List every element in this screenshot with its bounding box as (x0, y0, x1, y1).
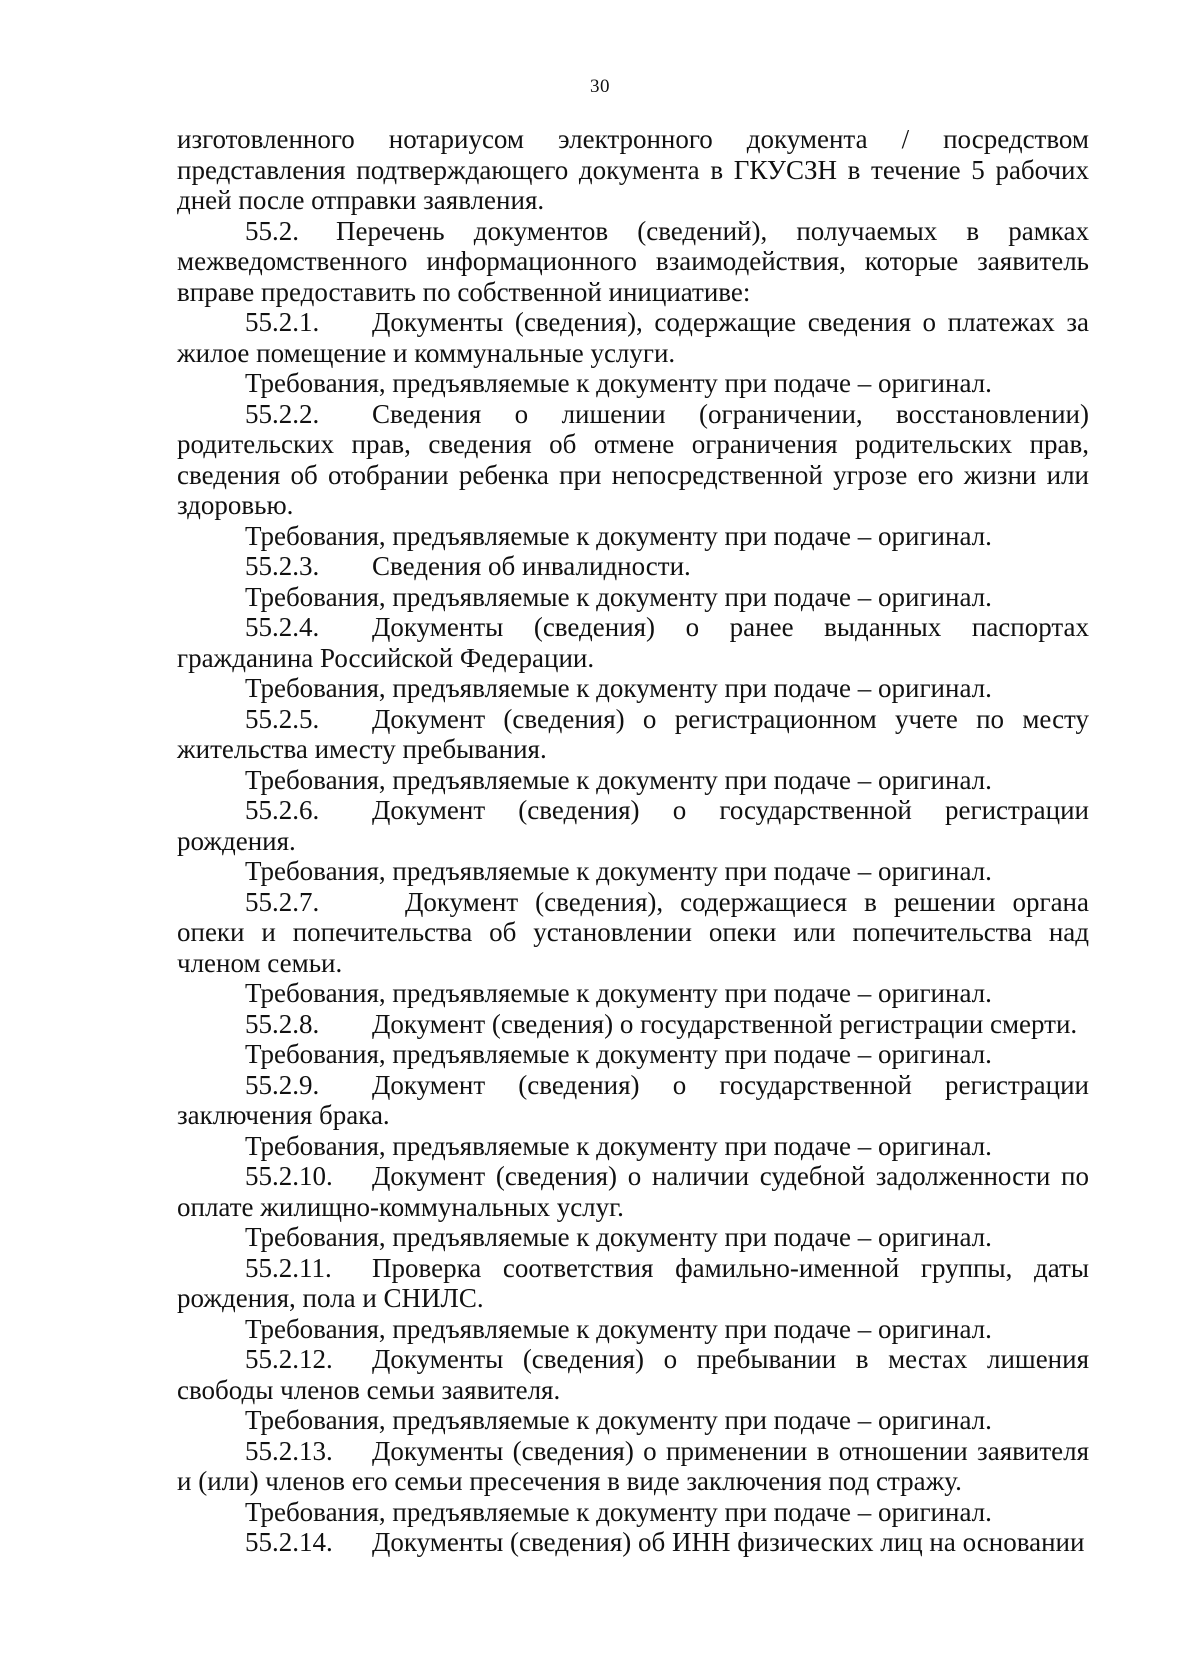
clause-55-2-11 (177, 1253, 1089, 1314)
clause-55-2-9 (177, 1070, 1089, 1131)
requirement-line: Требования, предъявляемые к документу при подаче – оригинал. (245, 673, 992, 703)
requirement-line: Требования, предъявляемые к документу при подаче – оригинал. (245, 1222, 992, 1252)
requirement-line: Требования, предъявляемые к документу при подаче – оригинал. (245, 856, 992, 886)
clause-number: 55.2.5. (245, 703, 320, 734)
clause-55-2-13 (177, 1436, 1089, 1497)
requirement-line: Требования, предъявляемые к документу при подаче – оригинал. (245, 1496, 992, 1527)
clause-55-2-5 (177, 704, 1089, 765)
section-text: Перечень документов (сведений), получаемых в рамках межведомственного информационного взаимодействия, которые заявитель вправе предоставить по собственной инициативе: (177, 215, 1089, 307)
clause-text: Документы (сведения) о применении в отношении заявителя и (или) членов его семьи пресечения в виде заключения под стражу. (177, 1435, 1089, 1496)
clause-55-2-10 (177, 1161, 1089, 1222)
clause-number: 55.2.4. (245, 612, 320, 642)
intro-paragraph: изготовленного нотариусом электронного документа / посредством представления подтверждающего документа в ГКУСЗН в течение 5 рабочих дней после отправки заявления. (177, 124, 1089, 215)
clause-text: Сведения об инвалидности. (372, 551, 691, 581)
clause-number: 55.2.10. (245, 1161, 333, 1191)
clause-text: Документы (сведения) о пребывании в местах лишения свободы членов семьи заявителя. (177, 1344, 1089, 1405)
document-body (177, 124, 1089, 1558)
clause-text: Документ (сведения) о регистрационном учете по месту жительства иместу пребывания. (177, 703, 1089, 764)
clause-number: 55.2.7. (245, 886, 320, 917)
clause-55-2-4 (177, 612, 1089, 673)
requirement-line: Требования, предъявляемые к документу при подаче – оригинал. (245, 368, 992, 398)
clause-55-2-12 (177, 1344, 1089, 1405)
clause-number: 55.2.8. (245, 1008, 320, 1039)
clause-number: 55.2.6. (245, 795, 320, 825)
clause-number: 55.2.3. (245, 551, 320, 581)
clause-number: 55.2.13. (245, 1435, 333, 1466)
clause-number: 55.2.9. (245, 1069, 320, 1100)
requirement-line: Требования, предъявляемые к документу при подаче – оригинал. (245, 520, 992, 551)
section-55-2 (177, 216, 1089, 308)
clause-55-2-3 (177, 551, 1089, 582)
clause-text: Документ (сведения), содержащиеся в решении органа опеки и попечительства об установлении опеки или попечительства над членом семьи. (177, 886, 1089, 978)
clause-55-2-6 (177, 795, 1089, 856)
clause-number: 55.2.2. (245, 398, 320, 429)
section-number: 55.2. (245, 215, 299, 246)
requirement-line: Требования, предъявляемые к документу при подаче – оригинал. (245, 1405, 992, 1435)
requirement-line: Требования, предъявляемые к документу при подаче – оригинал. (245, 1039, 992, 1069)
clause-55-2-8 (177, 1009, 1089, 1040)
clause-55-2-1 (177, 307, 1089, 368)
clause-text: Проверка соответствия фамильно-именной группы, даты рождения, пола и СНИЛС. (177, 1252, 1089, 1313)
clause-text: Документ (сведения) о государственной регистрации заключения брака. (177, 1069, 1089, 1130)
requirement-line: Требования, предъявляемые к документу при подаче – оригинал. (245, 1313, 992, 1344)
clause-text: Документ (сведения) о государственной регистрации смерти. (372, 1008, 1078, 1039)
requirement-line: Требования, предъявляемые к документу при подаче – оригинал. (245, 978, 992, 1008)
clause-number: 55.2.11. (245, 1252, 332, 1283)
requirement-line: Требования, предъявляемые к документу при подаче – оригинал. (245, 581, 992, 612)
requirement-line: Требования, предъявляемые к документу при подаче – оригинал. (245, 1130, 992, 1161)
clause-number: 55.2.1. (245, 307, 320, 337)
clause-55-2-7 (177, 887, 1089, 979)
clause-text: Документы (сведения), содержащие сведения о платежах за жилое помещение и коммунальные услуги. (177, 307, 1089, 368)
clause-text: Документы (сведения) об ИНН физических лиц на основании (372, 1527, 1085, 1557)
clause-text: Документы (сведения) о ранее выданных паспортах гражданина Российской Федерации. (177, 612, 1089, 673)
page-number: 30 (590, 76, 610, 97)
clause-number: 55.2.14. (245, 1527, 333, 1557)
clause-text: Документ (сведения) о наличии судебной задолженности по оплате жилищно-коммунальных услуг. (177, 1161, 1089, 1222)
clause-text: Сведения о лишении (ограничении, восстановлении) родительских прав, сведения об отмене ограничения родительских прав, сведения об отобрании ребенка при непосредственной угрозе его жизни или здоровью. (177, 398, 1089, 520)
clause-55-2-14 (177, 1527, 1089, 1558)
requirement-line: Требования, предъявляемые к документу при подаче – оригинал. (245, 764, 992, 795)
clause-55-2-2 (177, 399, 1089, 521)
clause-number: 55.2.12. (245, 1344, 333, 1374)
clause-text: Документ (сведения) о государственной регистрации рождения. (177, 795, 1089, 856)
